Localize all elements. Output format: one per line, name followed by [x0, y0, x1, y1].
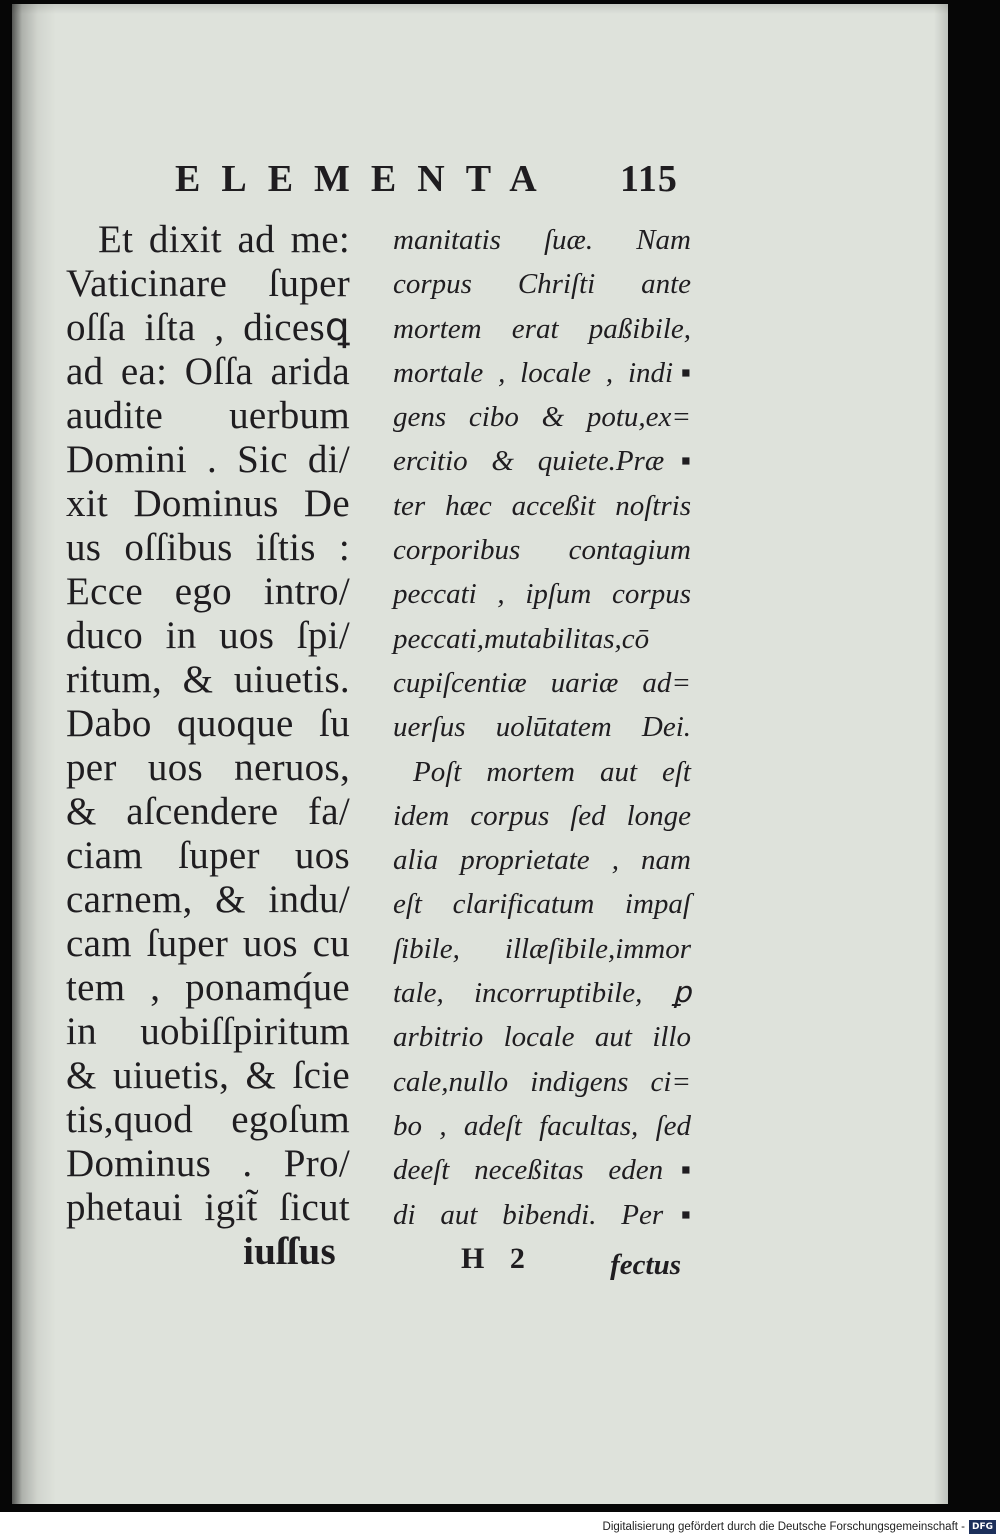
- right-column-line-9: peccati , ipſum corpus: [393, 578, 691, 611]
- right-column-line-14: idem corpus ſed longe: [393, 799, 691, 832]
- left-column-line-20: & uiuetis, & ſcie: [66, 1054, 350, 1097]
- left-column-line-13: per uos neruos,: [66, 746, 350, 789]
- right-column-line-19: arbitrio locale aut illo: [393, 1021, 691, 1054]
- running-title: ELEMENTA: [175, 158, 558, 200]
- left-column-line-5: audite uerbum: [66, 394, 350, 437]
- left-column-line-3: oſſa iſta , dicesꝗ: [66, 306, 350, 349]
- right-column-line-11: cupiſcentiæ uariæ ad=: [393, 666, 691, 699]
- right-catchword: fectus: [610, 1248, 681, 1281]
- right-column-line-16: eſt clarificatum impaſ: [393, 888, 691, 921]
- left-column-line-9: Ecce ego intro/: [66, 570, 350, 613]
- right-column-line-7: ter hæc acceßit noſtris: [393, 489, 691, 522]
- left-column-line-2: Vaticinare ſuper: [66, 262, 350, 305]
- left-column-line-23: phetaui igit̃ ſicut: [66, 1186, 350, 1229]
- right-column: [393, 218, 691, 1281]
- left-column-line-18: tem , ponamq́ue: [66, 966, 350, 1009]
- signature-mark: H 2: [461, 1241, 525, 1275]
- left-column-line-10: duco in uos ſpi/: [66, 614, 350, 657]
- left-column-line-19: in uobiſſpiritum: [66, 1010, 350, 1053]
- page-number: 115: [620, 158, 678, 200]
- dfg-logo-icon: DFG: [969, 1520, 996, 1534]
- left-column-line-11: ritum, & uiuetis.: [66, 658, 350, 701]
- right-column-line-15: alia proprietate , nam: [393, 844, 691, 877]
- left-column-line-15: ciam ſuper uos: [66, 834, 350, 877]
- left-column-line-6: Domini . Sic di/: [66, 438, 350, 481]
- digitization-credit: [603, 1519, 996, 1535]
- right-column-line-1: manitatis ſuæ. Nam: [393, 224, 691, 256]
- right-column-line-13: Poſt mortem aut eſt: [413, 755, 691, 788]
- right-column-line-17: ſibile, illæſibile,immor: [393, 932, 691, 965]
- right-column-line-5: gens cibo & potu,ex=: [393, 401, 691, 434]
- right-column-line-22: deeſt neceßitas eden▪: [393, 1154, 691, 1187]
- right-column-line-20: cale,nullo indigens ci=: [393, 1065, 691, 1098]
- left-column: [66, 218, 350, 1274]
- left-column-line-17: cam ſuper uos cu: [66, 922, 350, 965]
- right-column-line-3: mortem erat paßibile,: [393, 312, 691, 345]
- left-column-line-1: Et dixit ad me:: [98, 218, 350, 261]
- right-catch-row: [393, 1237, 691, 1281]
- left-column-line-16: carnem, & indu/: [66, 878, 350, 921]
- credit-text: Digitalisierung gefördert durch die Deutsche Forschungsgemeinschaft -: [602, 1521, 965, 1533]
- right-column-lines: [393, 218, 691, 1237]
- right-column-line-6: ercitio & quiete.Præ▪: [393, 445, 691, 478]
- right-column-line-8: corporibus contagium: [393, 534, 691, 567]
- left-column-line-14: & aſcendere fa/: [66, 790, 350, 833]
- left-column-lines: [66, 218, 350, 1230]
- left-column-line-12: Dabo quoque ſu: [66, 702, 350, 745]
- right-column-line-23: di aut bibendi. Per▪: [393, 1198, 691, 1231]
- left-column-line-8: us oſſibus iſtis :: [66, 526, 350, 569]
- left-catchword: iuſſus: [243, 1230, 336, 1273]
- right-column-line-12: uerſus uolūtatem Dei.: [393, 711, 691, 744]
- left-column-line-21: tis,quod egoſum: [66, 1098, 350, 1141]
- right-column-line-4: mortale , locale , indi▪: [393, 356, 691, 389]
- right-column-line-21: bo , adeſt facultas, ſed: [393, 1109, 691, 1142]
- right-column-line-2: corpus Chriſti ante: [393, 268, 691, 301]
- right-column-line-10: peccati,mutabilitas,cō: [393, 622, 650, 655]
- left-column-line-4: ad ea: Oſſa arida: [66, 350, 350, 393]
- right-column-line-18: tale, incorruptibile, ꝑ: [393, 977, 691, 1010]
- left-column-line-7: xit Dominus De: [66, 482, 350, 525]
- left-column-line-22: Dominus . Pro/: [66, 1142, 350, 1185]
